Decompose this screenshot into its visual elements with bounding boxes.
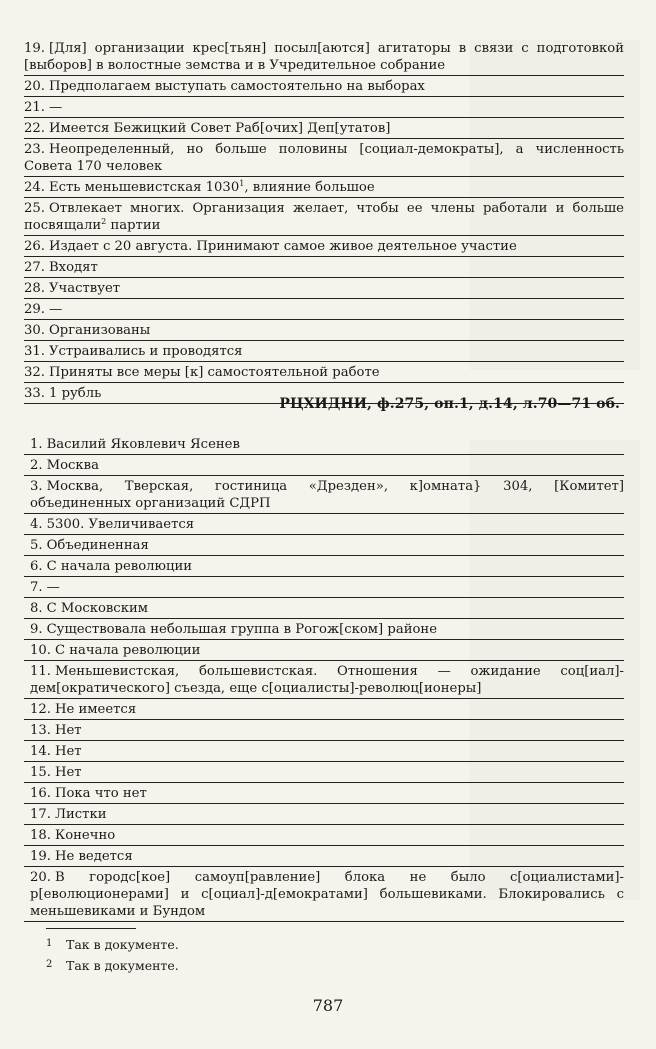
- footnote-text: Так в документе.: [66, 958, 179, 973]
- answer-number: 21.: [24, 100, 45, 115]
- answer-number: 20.: [24, 79, 45, 94]
- answer-number: 3.: [30, 479, 43, 494]
- answer-text: Меньшевистская, большевистская. Отношения — ожидание соц[иал]-дем[ократического] съезда, еще с[оциалисты]-революц[ионеры]: [30, 664, 624, 696]
- answer-number: 6.: [30, 559, 43, 574]
- answer-text: С начала революции: [54, 643, 201, 658]
- answer-number: 16.: [30, 786, 51, 801]
- answer-number: 23.: [24, 142, 45, 157]
- footnotes: [46, 928, 606, 976]
- answer-text: Москва: [46, 458, 99, 473]
- answer-number: 19.: [24, 41, 45, 56]
- answer-row: [24, 619, 624, 640]
- answer-row: [24, 720, 624, 741]
- answer-row: [24, 476, 624, 514]
- answer-row: [24, 299, 624, 320]
- answer-row: [24, 139, 624, 177]
- answer-number: 27.: [24, 260, 45, 275]
- answer-row: [24, 762, 624, 783]
- answer-number: 5.: [30, 538, 43, 553]
- answer-text: Не имеется: [54, 702, 137, 717]
- answer-text: [Для] организации крес[тьян] посыл[аются] агитаторы в связи с подготовкой [выборов] в волостные земства и в Учредительное собрание: [24, 41, 624, 73]
- answer-text: 5300. Увеличивается: [46, 517, 195, 532]
- answer-text: 1 рубль: [48, 386, 102, 401]
- answer-number: 28.: [24, 281, 45, 296]
- answer-number: 29.: [24, 302, 45, 317]
- answer-number: 22.: [24, 121, 45, 136]
- answer-number: 9.: [30, 622, 43, 637]
- footnote-reference: 2: [101, 217, 107, 226]
- answer-number: 1.: [30, 437, 43, 452]
- answer-number: 20.: [30, 870, 51, 885]
- footnote-divider: [46, 928, 136, 929]
- answer-text: Листки: [54, 807, 107, 822]
- answer-text: Устраивались и проводятся: [48, 344, 243, 359]
- answer-text: Предполагаем выступать самостоятельно на выборах: [48, 79, 425, 94]
- answer-number: 25.: [24, 201, 45, 216]
- answer-number: 26.: [24, 239, 45, 254]
- answer-text: В городс[кое] самоуп[равление] блока не было с[оциалистами]-р[еволюционерами] и с[оциал]-д[емократами] большевиками. Блокировались с меньшевиками и Бундом: [30, 870, 624, 919]
- answer-number: 12.: [30, 702, 51, 717]
- answer-text: Организованы: [48, 323, 151, 338]
- answer-number: 17.: [30, 807, 51, 822]
- answer-row: [24, 278, 624, 299]
- answer-number: 8.: [30, 601, 43, 616]
- archive-source-reference: РЦХИДНИ, ф.275, оп.1, д.14, л.70—71 об.: [279, 396, 620, 412]
- footnote-reference: 1: [239, 179, 245, 188]
- answer-number: 7.: [30, 580, 43, 595]
- answer-row: [24, 118, 624, 139]
- answer-row: [24, 341, 624, 362]
- answer-text: Не ведется: [54, 849, 133, 864]
- answer-number: 15.: [30, 765, 51, 780]
- footnote-mark: 2: [46, 959, 53, 970]
- answer-text: Участвует: [48, 281, 121, 296]
- answer-row: [24, 577, 624, 598]
- answers-list-2: [24, 434, 624, 922]
- answer-text: Василий Яковлевич Ясенев: [46, 437, 240, 452]
- answer-text: Москва, Тверская, гостиница «Дрезден», к]омната} 304, [Комитет] объединенных организаций СДРП: [30, 479, 624, 511]
- answer-row: [24, 846, 624, 867]
- answer-text: Нет: [54, 765, 82, 780]
- answer-row: [24, 598, 624, 619]
- answer-number: 24.: [24, 180, 45, 195]
- answer-row: [24, 825, 624, 846]
- page-number: 787: [312, 996, 344, 1015]
- answer-text: Нет: [54, 744, 82, 759]
- answer-row: [24, 236, 624, 257]
- answer-row: [24, 867, 624, 922]
- answer-text: Нет: [54, 723, 82, 738]
- answer-text: —: [46, 580, 60, 595]
- answer-text: —: [48, 302, 63, 317]
- answer-text: Приняты все меры [к] самостоятельной работе: [48, 365, 380, 380]
- answer-number: 13.: [30, 723, 51, 738]
- answer-text: Объединенная: [46, 538, 149, 553]
- answers-list-1: [24, 38, 624, 404]
- answer-number: 30.: [24, 323, 45, 338]
- answer-text: Есть меньшевистская 1030: [48, 180, 240, 195]
- answer-text: С Московским: [46, 601, 148, 616]
- answer-number: 2.: [30, 458, 43, 473]
- answer-number: 31.: [24, 344, 45, 359]
- answer-number: 14.: [30, 744, 51, 759]
- answer-number: 10.: [30, 643, 51, 658]
- answer-row: [24, 76, 624, 97]
- footnote-text: Так в документе.: [66, 937, 179, 952]
- answer-text: Конечно: [54, 828, 116, 843]
- answer-row: [24, 514, 624, 535]
- answer-row: [24, 434, 624, 455]
- answer-text: Отвлекает многих. Организация желает, чтобы ее члены работали и больше посвящали: [24, 201, 624, 233]
- answer-row: [24, 97, 624, 118]
- answer-row: [24, 699, 624, 720]
- answer-row: [24, 661, 624, 699]
- answer-number: 18.: [30, 828, 51, 843]
- answer-row: [24, 38, 624, 76]
- answer-row: [24, 783, 624, 804]
- answer-number: 11.: [30, 664, 51, 679]
- answer-row: [24, 362, 624, 383]
- answer-text: Неопределенный, но больше половины [социал-демократы], а численность Совета 170 человек: [24, 142, 624, 174]
- answer-row: [24, 556, 624, 577]
- answer-row: [24, 640, 624, 661]
- answer-row: [24, 198, 624, 236]
- answer-number: 4.: [30, 517, 43, 532]
- answer-text-continued: , влияние большое: [244, 180, 375, 195]
- footnote: [46, 955, 606, 976]
- answer-row: [24, 741, 624, 762]
- answer-text: Существовала небольшая группа в Рогож[ском] районе: [46, 622, 438, 637]
- answer-row: [24, 535, 624, 556]
- answer-row: [24, 455, 624, 476]
- answer-row: [24, 320, 624, 341]
- answer-text-continued: партии: [106, 218, 161, 233]
- footnote-mark: 1: [46, 938, 53, 949]
- footnote: [46, 934, 606, 955]
- answer-row: [24, 177, 624, 198]
- answer-text: Входят: [48, 260, 98, 275]
- answer-number: 19.: [30, 849, 51, 864]
- answer-text: Имеется Бежицкий Совет Раб[очих] Деп[утатов]: [48, 121, 391, 136]
- answer-text: —: [48, 100, 63, 115]
- answer-row: [24, 804, 624, 825]
- answer-text: Пока что нет: [54, 786, 147, 801]
- answer-number: 32.: [24, 365, 45, 380]
- answer-text: Издает с 20 августа. Принимают самое живое деятельное участие: [48, 239, 517, 254]
- answer-text: С начала революции: [46, 559, 193, 574]
- answer-row: [24, 257, 624, 278]
- answer-number: 33.: [24, 386, 45, 401]
